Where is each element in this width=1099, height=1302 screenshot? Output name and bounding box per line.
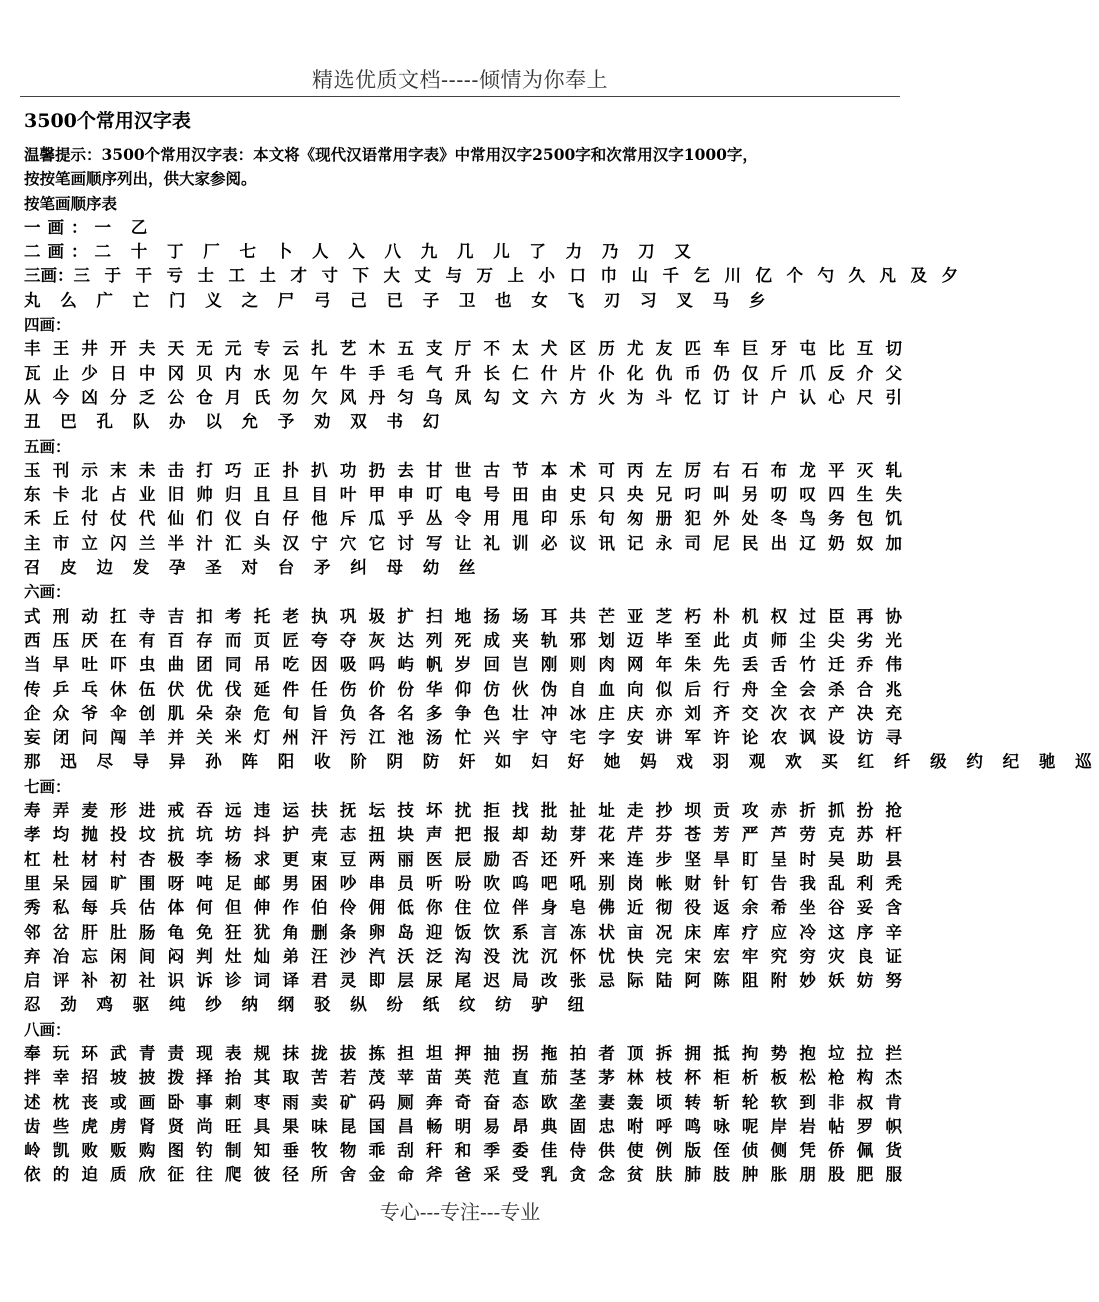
stroke-5-row-4: 主市立闪兰半汁汇头汉宁穴它讨写让礼训必议讯记永司尼民出辽奶奴加 — [24, 533, 902, 553]
document-title: 3500个常用汉字表 — [24, 110, 191, 132]
stroke-8-row-2: 拌幸招坡披拨择抬其取苦若茂苹苗英范直茄茎茅林枝杯柜析板松枪构杰 — [24, 1068, 902, 1088]
stroke-6-row-6: 妄闭问闯羊并关米灯州汗污江池汤忙兴宇守宅字安讲军许论农讽设访寻 — [24, 728, 902, 748]
stroke-3-row-1 — [24, 264, 973, 288]
stroke-1-row: 一画：一 乙 — [24, 217, 155, 237]
stroke-6-row-3: 当早吐吓虫曲团同吊吃因吸吗屿帆岁回岂刚则肉网年朱先丢舌竹迁乔伟 — [24, 655, 902, 675]
stroke-7-row-3: 杠杜材村杏极李杨求更束豆两丽医辰励否还歼来连步坚旱盯呈时吴助县 — [24, 849, 902, 869]
stroke-2-row: 二画：二 十 丁 厂 七 卜 人 入 八 九 几 儿 了 力 乃 刀 又 — [24, 242, 698, 262]
page-header: 精选优质文档-----倾情为你奉上 — [312, 68, 608, 92]
stroke-7-row-6: 邻岔肝肚肠龟免狂犹角删条卵岛迎饭饮系言冻状亩况床库疗应冷这序辛 — [24, 922, 902, 942]
tip-line-1: 温馨提示：3500个常用汉字表：本文将《现代汉语常用字表》中常用汉字2500字和次常用汉字1000字， — [24, 145, 758, 164]
stroke-7-row-9: 忍 劲 鸡 驱 纯 纱 纳 纲 驳 纵 纷 纸 纹 纺 驴 纽 — [24, 995, 592, 1015]
stroke-4-row-4: 丑 巴 孔 队 办 以 允 予 劝 双 书 幻 — [24, 412, 447, 432]
stroke-3-row-2: 丸 么 广 亡 门 义 之 尸 弓 己 已 子 卫 也 女 飞 刃 习 叉 马 乡 — [24, 290, 773, 310]
order-heading: 按笔画顺序表 — [24, 193, 118, 213]
stroke-6-row-2: 西压厌在有百存而页匠夸夺灰达列死成夹轨邪划迈毕至此贞师尘尖劣光 — [24, 630, 902, 650]
stroke-8-row-4: 齿些虎虏肾贤尚旺具果味昆国昌畅明易昂典固忠咐呼鸣咏呢岸岩帖罗帜 — [24, 1116, 902, 1136]
stroke-7-label: 七画： — [24, 776, 71, 796]
stroke-3-chars: 三于干亏士工土才寸下大丈与万上小口巾山千乞川亿个勺久凡及夕 — [73, 266, 973, 286]
document-body — [24, 143, 1099, 1188]
stroke-6-label: 六画： — [24, 582, 71, 602]
stroke-4-row-1: 丰王井开夫天无元专云扎艺木五支厅不太犬区历尤友匹车巨牙屯比互切 — [24, 339, 902, 359]
stroke-8-row-6: 依的迫质欣征往爬彼径所舍金命斧爸采受乳贪念贫肤肺肢肿胀朋股肥服 — [24, 1165, 902, 1185]
stroke-8-row-3: 述枕丧或画卧事刺枣雨卖矿码厕奔奇奋态欧垄妻轰顷转斩轮软到非叔肯 — [24, 1092, 902, 1112]
stroke-5-row-1: 玉刊示末未击打巧正扑扒功扔去甘世古节本术可丙左厉右石布龙平灭轧 — [24, 460, 902, 480]
stroke-7-row-4: 里呆园旷围呀吨足邮男困吵串员听吩吹呜吧吼别岗帐财针钉告我乱利秃 — [24, 873, 902, 893]
stroke-5-label: 五画： — [24, 436, 71, 456]
stroke-5-row-5: 召 皮 边 发 孕 圣 对 台 矛 纠 母 幼 丝 — [24, 558, 483, 578]
stroke-5-row-3: 禾丘付仗代仙们仪白仔他斥瓜乎丛令用甩印乐句匆册犯外处冬鸟务包饥 — [24, 509, 902, 529]
tip-line-2: 按按笔画顺序列出，供大家参阅。 — [24, 169, 257, 189]
stroke-6-row-5: 企众爷伞创肌朵杂危旬旨负各名多争色壮冲冰庄庆亦刘齐交次衣产决充 — [24, 703, 902, 723]
stroke-7-row-5: 秀私每兵估体何但伸作伯伶佣低你住位伴身皂佛近彻役返余希坐谷妥含 — [24, 898, 902, 918]
stroke-7-row-7: 弃冶忘闲间闷判灶灿弟汪沙汽沃泛沟没沈沉怀忧快完宋宏牢究穷灾良证 — [24, 946, 902, 966]
stroke-7-row-2: 孝均抛投坟抗坑坊抖护壳志扭块声把报却劫芽花芹芬苍芳严芦劳克苏杆 — [24, 825, 902, 845]
stroke-6-row-4: 传乒乓休伍伏优伐延件任伤价份华仰仿伙伪自血向似后行舟全会杀合兆 — [24, 679, 902, 699]
stroke-6-row-7: 那 迅 尽 导 异 孙 阵 阳 收 阶 阴 防 奸 如 妇 好 她 妈 戏 羽 观 欢 买 红 纤 级 约 纪 驰 巡 — [24, 752, 1099, 772]
stroke-8-row-5: 岭凯败贩购图钓制知垂牧物乖刮秆和季委佳侍供使例版侄侦侧凭侨佩货 — [24, 1141, 902, 1161]
stroke-7-row-8: 启评补初社识诉诊词译君灵即层尿尾迟局改张忌际陆阿陈阻附妙妖妨努 — [24, 971, 902, 991]
stroke-7-row-1: 寿弄麦形进戒吞远违运扶抚坛技坏扰拒找批扯址走抄坝贡攻赤折抓扮抢 — [24, 801, 902, 821]
stroke-4-row-3: 从今凶分乏公仓月氏勿欠风丹匀乌凤勾文六方火为斗忆订计户认心尺引 — [24, 387, 902, 407]
stroke-8-row-1: 奉玩环武青责现表规抹拢拔拣担坦押抽拐拖拍者顶拆拥抵拘势抱垃拉拦 — [24, 1043, 902, 1063]
stroke-4-row-2: 瓦止少日中冈贝内水见午牛手毛气升长仁什片仆化仇币仍仅斤爪反介父 — [24, 363, 902, 383]
stroke-6-row-1: 式刑动扛寺吉扣考托老执巩圾扩扫地扬场耳共芒亚芝朽朴机权过臣再协 — [24, 606, 902, 626]
page-footer: 专心---专注---专业 — [379, 1200, 541, 1224]
header-divider — [20, 96, 900, 97]
stroke-4-label: 四画： — [24, 315, 71, 335]
stroke-5-row-2: 东卡北占业旧帅归且旦目叶甲申叮电号田由史只央兄叼叫另叨叹四生失 — [24, 485, 902, 505]
stroke-8-label: 八画： — [24, 1019, 71, 1039]
stroke-3-label: 三画： — [24, 266, 74, 286]
